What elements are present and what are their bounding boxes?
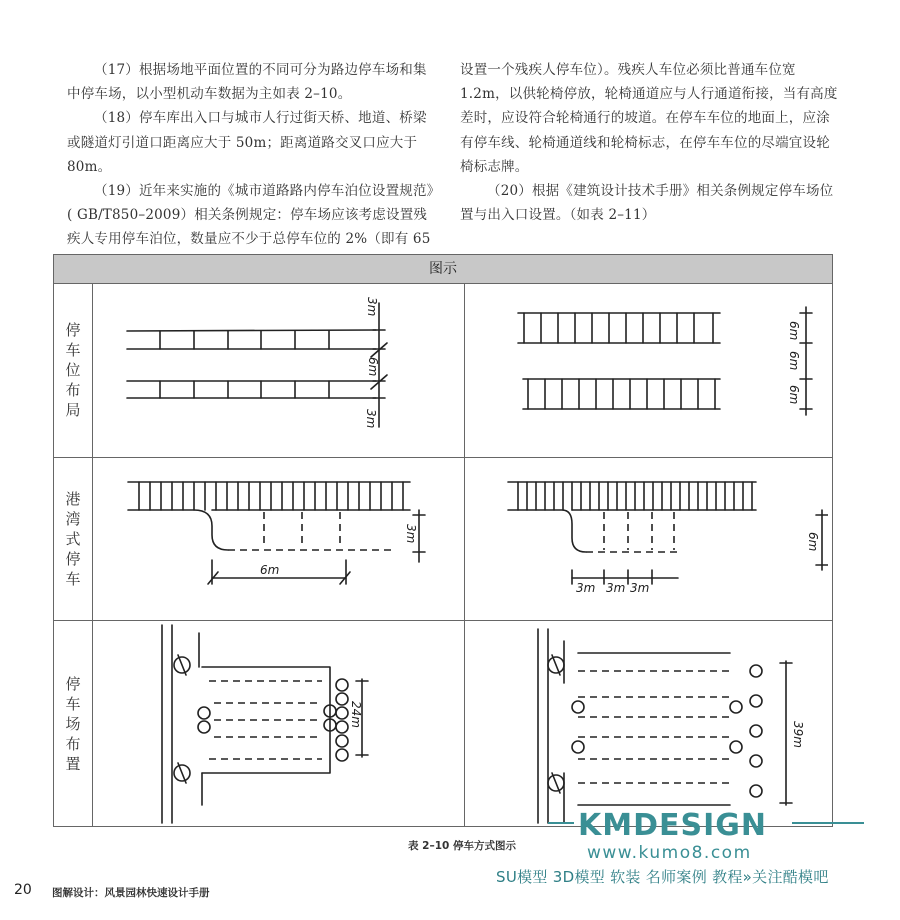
- dim-label: 6m: [787, 385, 801, 405]
- page-number: 20: [14, 882, 32, 898]
- dim-label: 3m: [404, 524, 418, 544]
- column-divider: [464, 283, 465, 826]
- dim-label: 3m: [576, 581, 596, 595]
- wheelchair-icon: [548, 655, 564, 793]
- paragraph: 设置一个残疾人停车位）。残疾人车位必须比普通车位宽 1.2m，以供轮椅停放，轮椅通道应与人行通道衔接，当有高度差时，应设符合轮椅通行的坡道。在停车车位的地面上，应涂有停车线、轮椅通道线和轮椅标志，在停车车位的尽端宜设轮椅标志牌。: [460, 62, 838, 175]
- table-caption: 表 2–10 停车方式图示: [408, 840, 516, 852]
- paragraph: （18）停车库出入口与城市人行过街天桥、地道、桥梁或隧道灯引道口距离应大于 50m；距离道路交叉口应大于 80m。: [67, 110, 427, 175]
- watermark-rule: [548, 822, 574, 824]
- sketch-bay-parking-left: [94, 460, 462, 620]
- paragraph: （20）根据《建筑设计技术手册》相关条例规定停车场位置与出入口设置。（如表 2–11）: [460, 183, 834, 224]
- dim-label: 3m: [364, 409, 378, 429]
- sketch-lot-parking-rows: [468, 285, 828, 455]
- parking-rows-upper: [518, 313, 720, 343]
- row-label: 停车场布置: [54, 621, 93, 826]
- dim-label: 6m: [787, 351, 801, 371]
- parking-strip-upper: [127, 330, 376, 349]
- dimension-line: [572, 510, 828, 584]
- dimension-line: [780, 661, 792, 805]
- dim-label: 39m: [791, 721, 805, 748]
- tree-row: [572, 665, 762, 797]
- running-title: 图解设计：风景园林快速设计手册: [52, 887, 210, 899]
- sketch-bay-parking-right: [468, 460, 828, 620]
- row-label: 停车位布局: [54, 283, 93, 457]
- stall-rows: [209, 681, 322, 759]
- watermark-brand: KMDESIGN: [578, 808, 767, 843]
- row-label: 港湾式停车: [54, 458, 93, 620]
- dim-label: 6m: [260, 563, 280, 577]
- dimension-line: [208, 510, 425, 584]
- wheelchair-icon: [174, 655, 190, 783]
- bay-stalls: [128, 482, 410, 550]
- lot-outline: [538, 629, 730, 823]
- paragraph: （17）根据场地平面位置的不同可分为路边停车场和集中停车场，以小型机动车数据为主如表 2–10。: [67, 62, 427, 103]
- bay-stalls: [508, 482, 756, 552]
- watermark-tagline: SU模型 3D模型 软装 名师案例 教程»关注酷模吧: [496, 868, 829, 886]
- dim-label: 24m: [349, 701, 363, 728]
- dim-label: 3m: [630, 581, 650, 595]
- dim-label: 6m: [787, 321, 801, 341]
- sketch-lot-layout-small: [94, 623, 462, 825]
- parking-strip-lower: [127, 381, 376, 398]
- dim-label: 6m: [806, 532, 820, 552]
- lot-outline: [162, 625, 330, 823]
- stall-rows: [578, 671, 730, 783]
- sketch-roadside-parking: [94, 285, 462, 455]
- dim-label: 6m: [366, 357, 380, 377]
- dim-label: 3m: [606, 581, 626, 595]
- watermark-url: www.kumo8.com: [587, 843, 752, 863]
- watermark-rule: [792, 822, 864, 824]
- table-header: 图示: [54, 255, 832, 284]
- parking-diagram-table: [53, 254, 833, 827]
- parking-rows-lower: [523, 379, 720, 409]
- right-text-column: [460, 58, 840, 227]
- sketch-lot-layout-large: [468, 623, 828, 825]
- dim-label: 3m: [365, 297, 379, 317]
- paragraph: （19）近年来实施的《城市道路路内停车泊位设置规范》( GB/T850–2009）相关条例规定：停车场应该考虑设置残疾人专用停车泊位，数量应不少于总停车位的 2%（即有 65: [67, 183, 434, 248]
- left-text-column: [67, 58, 440, 276]
